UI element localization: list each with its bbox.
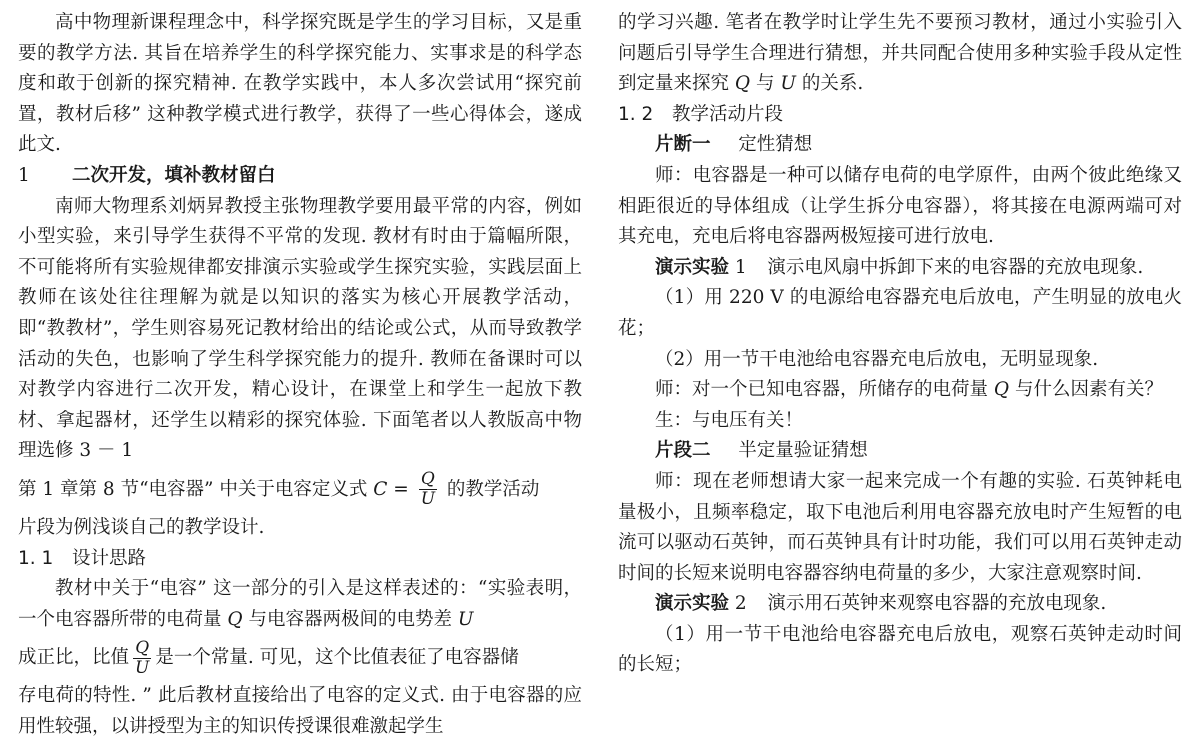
section-1-title: 二次开发，填补教材留白 (72, 164, 276, 186)
section-1-heading (18, 161, 582, 192)
demo-2-text: 演示用石英钟来观察电容器的充放电现象. (767, 593, 1107, 615)
intro-paragraph: 高中物理新课程理念中，科学探究既是学生的学习目标，又是重要的教学方法. 其旨在培养学生的科学探究能力、实事求是的科学态度和敢于创新的探究精神. 在教学实践中，本人多次尝试用“探究前置，教材后移” 这种教学模式进行教学，获得了一些心得体会，遂成此文. (18, 12, 582, 156)
symbol-q: Q (227, 608, 243, 630)
quote-text-b: 与电容器两极间的电势差 (248, 608, 452, 630)
quote-text-a: 教材中关于“电容” 这一部分的引入是这样表述的：“实验表明，一个电容器所带的电荷量 (18, 578, 582, 630)
symbol-q: Q (993, 379, 1010, 401)
ratio-denominator: U (135, 657, 150, 678)
symbol-c: C (373, 478, 388, 500)
ratio-text-post: 是一个常量. 可见，这个比值表征了电容器储 (155, 647, 519, 669)
question-text-b: 与什么因素有关？ (1014, 379, 1163, 401)
capacitance-definition-line (18, 467, 582, 513)
storage-paragraph: 存电荷的特性. ” 此后教材直接给出了电容的定义式. 由于电容器的应用性较强，以讲授型为主的知识传授课很难激起学生 (18, 685, 582, 737)
continued-text-b: 与 (755, 73, 775, 95)
symbol-q: Q (734, 73, 751, 95)
teacher-capacitor-paragraph: 师：电容器是一种可以储存电荷的电学原件，由两个彼此绝缘又相距很近的导体组成（让学生拆分电容器），将其接在电源两端可对其充电，充电后将电容器两极短接可进行放电. (618, 164, 1182, 248)
section-1-2-heading (618, 100, 1182, 131)
textbook-quote-paragraph (18, 574, 582, 635)
continued-text-a: 的学习兴趣. 笔者在教学时让学生先不要预习教材，通过小实验引入问题后引导学生合理进行猜想，并共同配合使用多种实验手段从定性到定量来探究 (618, 12, 1182, 95)
demo-1-number: 1 (734, 256, 747, 278)
left-column (18, 8, 582, 737)
demo-1-label: 演示实验 (655, 256, 730, 278)
ratio-line (18, 635, 582, 681)
fragment-2-title: 半定量验证猜想 (738, 440, 868, 462)
section-1-2-title: 教学活动片段 (672, 103, 784, 125)
section-1-2-number: 1. 2 (618, 103, 654, 125)
definition-continuation: 片段为例浅谈自己的教学设计. (18, 516, 265, 538)
ratio-text-pre: 成正比，比值 (18, 647, 130, 669)
fraction-q-over-u (419, 471, 437, 508)
continued-text-c: 的关系. (801, 73, 864, 95)
demo-1-step-2: （2）用一节干电池给电容器充电后放电，无明显现象. (655, 348, 1099, 370)
section-1-1-title: 设计思路 (72, 547, 147, 569)
student-answer: 生：与电压有关！ (655, 409, 804, 431)
ratio-fraction (133, 637, 151, 678)
definition-text-post: 的教学活动 (446, 478, 540, 500)
section-1-1-number: 1. 1 (18, 547, 54, 569)
fragment-1-label: 片断一 (655, 134, 711, 156)
right-column (618, 8, 1182, 729)
fragment-2-label: 片段二 (655, 440, 711, 462)
continued-paragraph (618, 8, 1182, 100)
demo-1-text: 演示电风扇中拆卸下来的电容器的充放电现象. (767, 256, 1144, 278)
symbol-u: U (780, 73, 796, 95)
question-text-a: 师：对一个已知电容器，所储存的电荷量 (655, 379, 989, 401)
demo-2-label: 演示实验 (655, 593, 730, 615)
demo-1-paragraph (618, 253, 1182, 284)
quartz-clock-paragraph: 师：现在老师想请大家一起来完成一个有趣的实验. 石英钟耗电量极小，且频率稳定，取下电池后利用电容器充放电时产生短暂的电流可以驱动石英钟，而石英钟具有计时功能，我们可以用石英钟走动时间的长短来说明电容器容纳电荷量的多少，大家注意观察时间. (618, 470, 1182, 584)
fragment-1-heading (618, 130, 1182, 161)
section-1-number: 1 (18, 164, 30, 186)
ratio-numerator: Q (133, 640, 151, 659)
demo-2-number: 2 (734, 593, 747, 615)
section-1-paragraph: 南师大物理系刘炳昇教授主张物理教学要用最平常的内容，例如小型实验，来引导学生获得不平常的发现. 教材有时由于篇幅所限，不可能将所有实验规律都安排演示实验或学生探究实验，实践层面上教师在该处往往理解为就是以知识的落实为核心开展教学活动，即“教教材”，学生则容易死记教材给出的结论或公式，从而导致教学活动的失色，也影响了学生科学探究能力的提升. 教师在备课时可以对教学内容进行二次开发，精心设计，在课堂上和学生一起放下教材、拿起器材，还学生以精彩的探究体验. 下面笔者以人教版高中物理选修 3 － 1 (18, 195, 582, 462)
section-1-1-heading (18, 544, 582, 575)
fraction-denominator: U (420, 489, 436, 510)
definition-text-pre: 第 1 章第 8 节“电容器” 中关于电容定义式 (18, 478, 368, 500)
demo-2-paragraph (618, 589, 1182, 620)
symbol-u: U (457, 608, 474, 630)
demo-1-step-1: （1）用 220 V 的电源给电容器充电后放电，产生明显的放电火花； (618, 287, 1182, 339)
fraction-numerator: Q (419, 471, 437, 490)
equals-sign: = (387, 478, 415, 500)
fragment-2-heading (618, 436, 1182, 467)
teacher-question-paragraph (618, 375, 1182, 406)
demo-2-step-1: （1）用一节干电池给电容器充电后放电，观察石英钟走动时间的长短； (618, 623, 1182, 676)
fragment-1-title: 定性猜想 (738, 134, 813, 156)
